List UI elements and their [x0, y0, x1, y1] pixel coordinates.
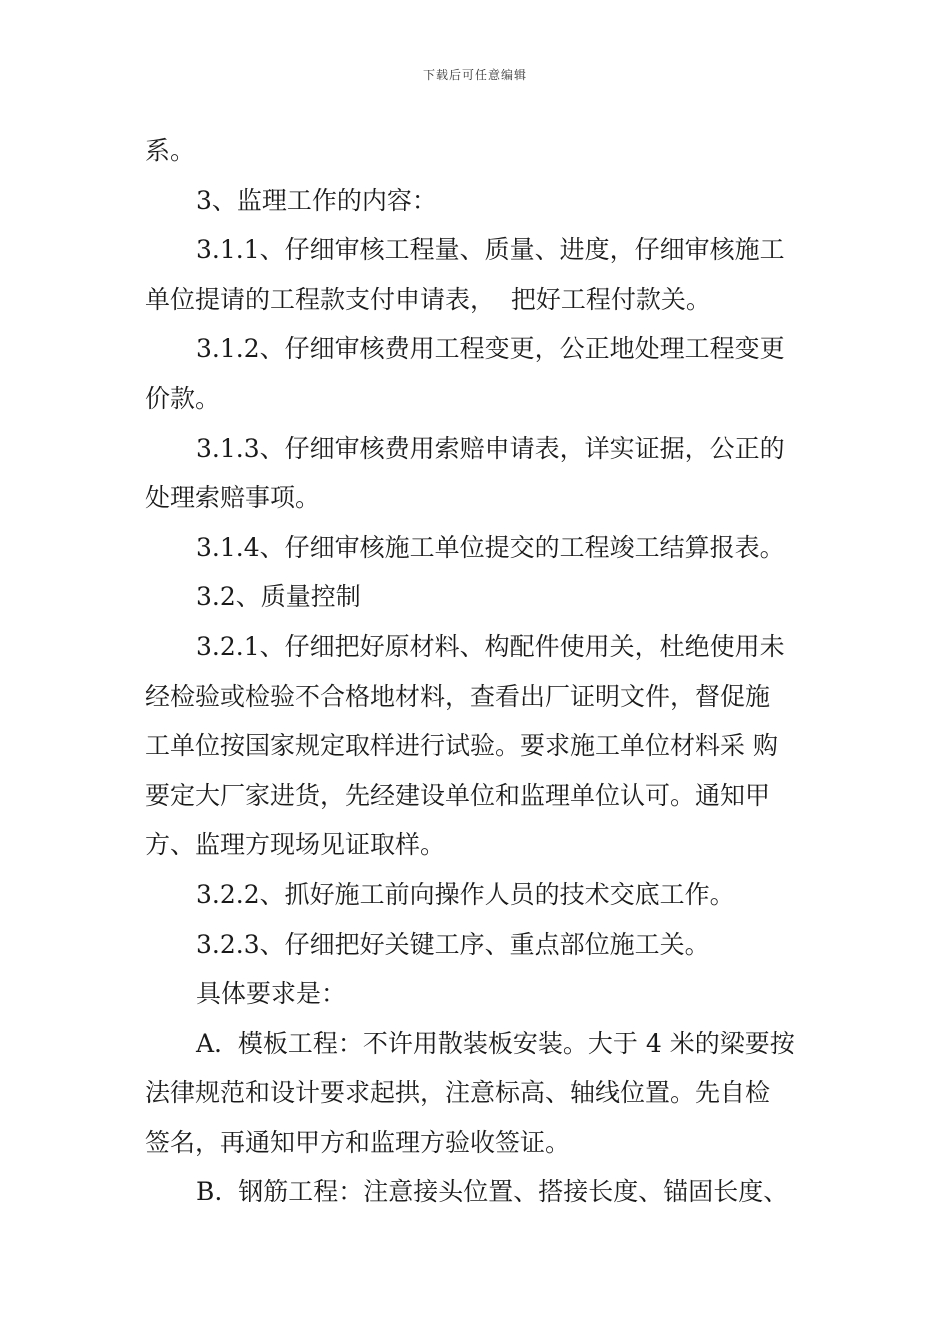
text-line: 经检验或检验不合格地材料，查看出厂证明文件，督促施: [145, 681, 771, 711]
text-line: 3.2.1、仔细把好原材料、构配件使用关，杜绝使用未: [196, 631, 785, 661]
text-line: 方、监理方现场见证取样。: [145, 830, 446, 860]
text-line: 3.2.3、仔细把好关键工序、重点部位施工关。: [196, 929, 710, 959]
text-line: 要定大厂家进货，先经建设单位和监理单位认可。通知甲: [145, 780, 771, 810]
text-line: 签名，再通知甲方和监理方验收签证。: [145, 1127, 571, 1157]
text-line: 3、监理工作的内容：: [196, 185, 437, 215]
text-line: 3.1.2、仔细审核费用工程变更，公正地处理工程变更: [196, 334, 785, 364]
text-line: 3.1.4、仔细审核施工单位提交的工程竣工结算报表。: [196, 532, 785, 562]
text-line: B. 钢筋工程：注意接头位置、搭接长度、锚固长度、: [196, 1177, 789, 1207]
text-line: A. 模板工程：不许用散装板安装。大于 4 米的梁要按: [196, 1028, 795, 1058]
text-line: 3.2、质量控制: [196, 582, 361, 612]
text-line: 3.2.2、抓好施工前向操作人员的技术交底工作。: [196, 879, 735, 909]
text-line: 3.1.1、仔细审核工程量、质量、进度，仔细审核施工: [196, 235, 785, 265]
text-line: 具体要求是：: [196, 979, 347, 1009]
text-line: 工单位按国家规定取样进行试验。要求施工单位材料采 购: [145, 731, 778, 761]
text-line: 处理索赔事项。: [145, 483, 321, 513]
text-line: 系。: [145, 136, 196, 165]
text-line: 价款。: [145, 383, 221, 413]
text-line: 单位提请的工程款支付申请表， 把好工程付款关。: [145, 284, 711, 314]
body-text: [145, 126, 807, 1217]
text-line: 3.1.3、仔细审核费用索赔申请表，详实证据，公正的: [196, 433, 785, 463]
page-header: 下载后可任意编辑: [422, 68, 527, 82]
text-line: 法律规范和设计要求起拱，注意标高、轴线位置。先自检: [145, 1078, 771, 1108]
